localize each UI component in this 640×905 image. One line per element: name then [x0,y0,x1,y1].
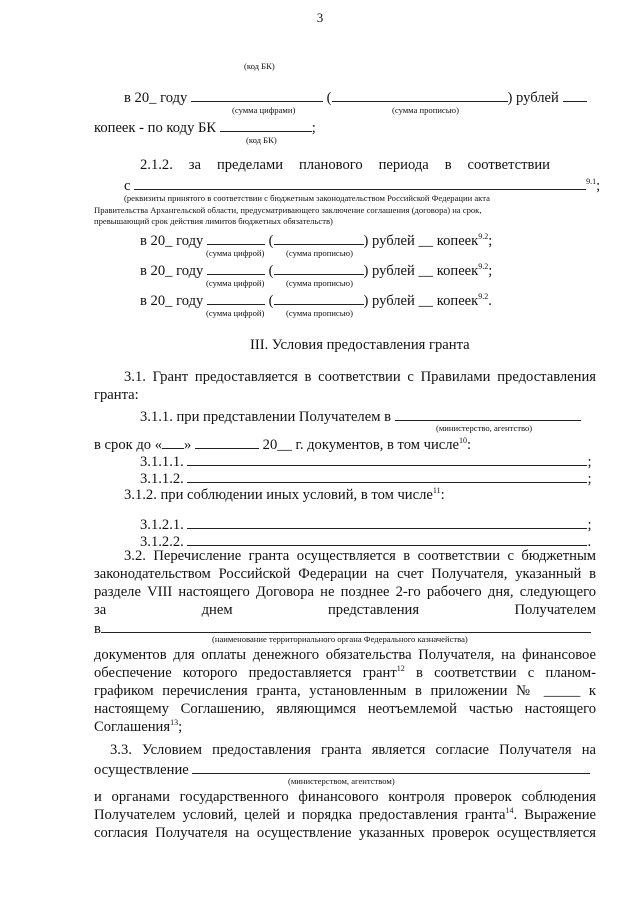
clause-3-1-2: 3.1.2. при соблюдении иных условий, в том числе$^{11}$: [124,486,445,503]
item-3-1-2-1-field[interactable] [187,515,587,529]
caption-requisites-2: Правительства Архангельской области, предусматривающего заключение соглашения (договора) на срок, [94,205,482,215]
caption-ministry-agency: (министерством, агентством) [288,776,395,786]
caption-year-digits: (сумма цифрой) [206,248,265,258]
year-sum-digits-field[interactable] [207,261,265,275]
caption-sum-words: (сумма прописью) [392,105,459,115]
clause-3-2-line9: настоящему Соглашению, являющимся неотъемлемой частью настоящего [94,701,596,717]
clause-3-3-line3: и органами государственного финансового контроля проверок соблюдения [94,789,596,805]
kopeks-field[interactable] [563,88,587,102]
clause-3-3-line1: 3.3. Условием предоставления гранта является согласие Получателя на [110,742,596,758]
clause-3-3-line5: согласия Получателя на осуществление указанных проверок осуществляется [94,825,596,841]
clause-3-1-1: 3.1.1. при представлении Получателем в [140,407,581,426]
caption-year-words: (сумма прописью) [286,248,353,258]
caption-year-words: (сумма прописью) [286,278,353,288]
caption-year-words: (сумма прописью) [286,308,353,318]
treasury-body-field[interactable] [101,619,591,633]
item-3-1-1-2: 3.1.1.2. ; [140,471,592,487]
year-row: в 20_ году ( ) рублей __ копеек$^{9.2}$; [140,232,493,249]
clause-3-1-line2: гранта: [94,387,139,403]
clause-3-2-line6: документов для оплаты денежного обязательства Получателя, на финансовое [94,647,596,663]
caption-code-bk: (код БК) [244,61,275,71]
sum-digits-field[interactable] [191,88,323,102]
ministry-agency-field[interactable] [192,760,590,774]
caption-sum-digits: (сумма цифрами) [232,105,296,115]
year-sum-digits-field[interactable] [207,291,265,305]
section-3-title: III. Условия предоставления гранта [250,337,470,353]
page-number: 3 [316,10,324,25]
clause-3-2-line7: обеспечение которого предоставляется грант$^{12}$ в соответствии с планом- [94,664,597,681]
clause-3-3-line4: Получателем условий, целей и порядка предоставления гранта$^{14}$. Выражение [94,806,596,823]
year-sum-digits-field[interactable] [207,231,265,245]
caption-treasury: (наименование территориального органа Федерального казначейства) [212,634,468,644]
year-row: в 20_ году ( ) рублей __ копеек$^{9.2}$. [140,292,492,309]
clause-3-2-line1: 3.2. Перечисление гранта осуществляется в соответствии с бюджетным [124,548,596,564]
kopeks-code-line: копеек - по коду БК ; [94,120,316,136]
year-sum-line: в 20_ году ( ) рублей [124,88,587,107]
clause-3-2-line5: в [94,619,591,638]
caption-year-digits: (сумма цифрой) [206,308,265,318]
deadline-day-field[interactable] [162,435,184,449]
item-3-1-1-1: 3.1.1.1. ; [140,454,592,470]
deadline-month-field[interactable] [195,435,259,449]
caption-requisites-1: (реквизиты принятого в соответствии с бюджетным законодательством Российской Федерации акта [124,193,490,203]
item-3-1-2-2: 3.1.2.2. . [140,534,592,550]
year-row: в 20_ году ( ) рублей __ копеек$^{9.2}$; [140,262,493,279]
item-3-1-1-2-field[interactable] [187,469,587,483]
caption-ministry: (министерство, агентство) [436,423,533,433]
act-requisites-field[interactable] [134,176,586,190]
caption-code-bk-2: (код БК) [246,135,277,145]
clause-2-1-2-line1: 2.1.2. за пределами планового периода в соответствии [140,157,550,173]
ministry-field[interactable] [395,407,581,421]
clause-3-1-line1: 3.1. Грант предоставляется в соответствии с Правилами предоставления [124,369,596,385]
year-sum-words-field[interactable] [274,291,364,305]
clause-3-2-line4: за днем представления Получателем [94,602,596,618]
item-3-1-2-1: 3.1.2.1. ; [140,517,592,533]
clause-3-2-line10: Соглашения$^{13}$; [94,718,183,735]
caption-year-digits: (сумма цифрой) [206,278,265,288]
clause-2-1-2-line2: с $^{9.1}$; [124,177,601,194]
clause-3-2-line2: законодательством Российской Федерации на счет Получателя, указанный в [94,566,596,582]
year-sum-words-field[interactable] [274,261,364,275]
clause-3-3-line2: осуществление [94,760,590,779]
deadline-line: в срок до « » 20__ г. документов, в том числе$^{10}$: [94,436,472,453]
clause-3-2-line3: разделе VIII настоящего Договора не позднее 2-го рабочего дня, следующего [94,584,596,600]
sum-words-field[interactable] [332,88,508,102]
item-3-1-1-1-field[interactable] [187,452,587,466]
caption-requisites-3: превышающий срок действия лимитов бюджетных обязательств) [94,216,333,226]
clause-3-2-line8: графиком перечисления гранта, установленным в приложении № _____ к [94,683,596,699]
code-bk-field[interactable] [220,118,312,132]
year-sum-words-field[interactable] [274,231,364,245]
item-3-1-2-2-field[interactable] [187,532,587,546]
